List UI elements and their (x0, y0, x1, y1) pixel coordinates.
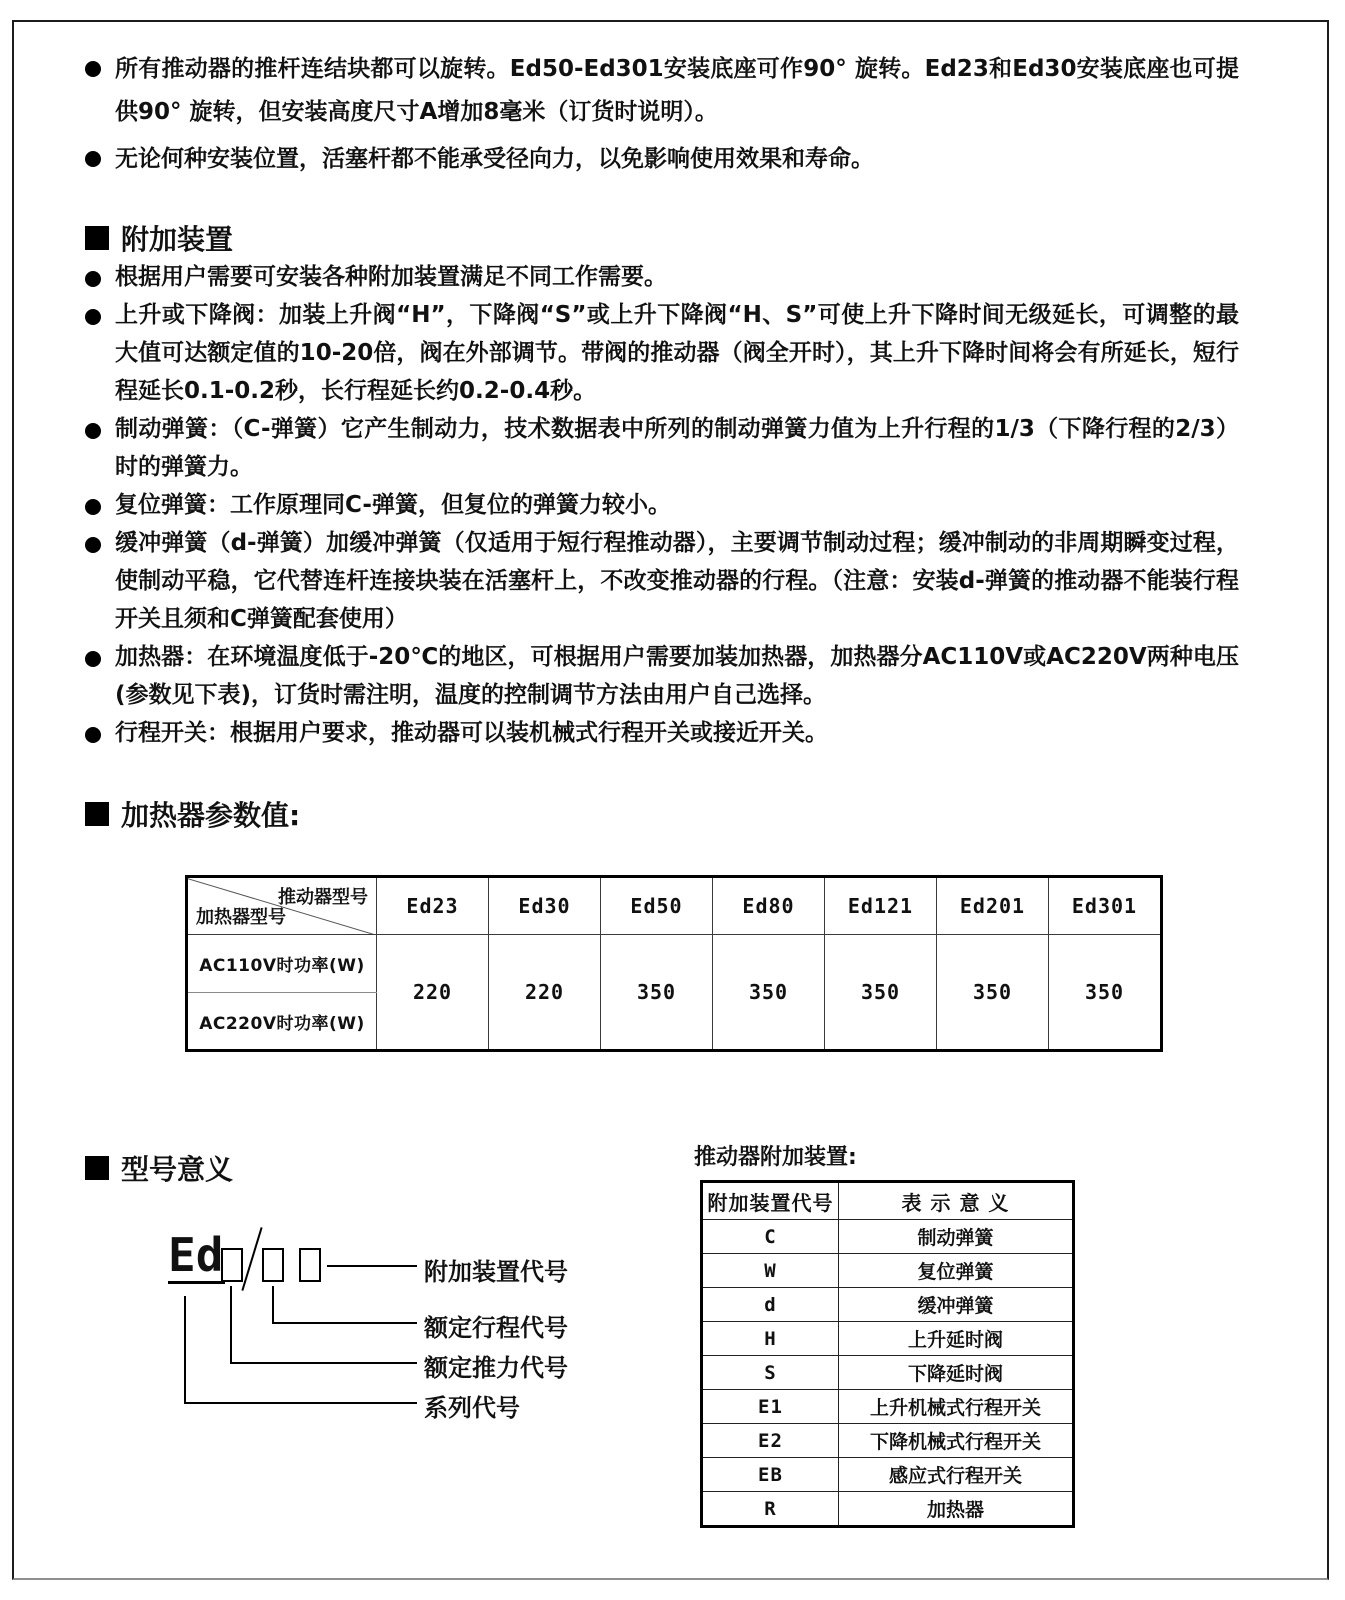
bottom-section (0, 1100, 1345, 1570)
connector-line-attachment (327, 1265, 417, 1267)
attachment-table-row (702, 1458, 1074, 1492)
attachment-code-cell: W (702, 1254, 839, 1288)
attachment-meaning-cell: 感应式行程开关 (839, 1458, 1074, 1492)
attachment-table-title: 推动器附加装置: (694, 1145, 857, 1170)
bullet-icon (85, 727, 101, 743)
connector-line-stroke-v (272, 1286, 274, 1324)
connector-line-stroke-h (272, 1322, 417, 1324)
attachment-meaning-cell: 加热器 (839, 1492, 1074, 1527)
bullet-icon (85, 423, 101, 439)
model-header-cell: Ed80 (713, 877, 825, 935)
attachment-table-row (702, 1220, 1074, 1254)
section-title-model-meaning (85, 1148, 233, 1188)
label-series-code: 系列代号 (424, 1394, 520, 1422)
bullet-text: 行程开关：根据用户要求，推动器可以装机械式行程开关或接近开关。 (115, 720, 828, 746)
attachment-table-row (702, 1356, 1074, 1390)
power-value-cell: 350 (601, 935, 713, 1051)
bullet-text: 复位弹簧：工作原理同C-弹簧，但复位的弹簧力较小。 (115, 492, 671, 518)
bullet-text: 无论何种安装位置，活塞杆都不能承受径向力，以免影响使用效果和寿命。 (115, 146, 874, 172)
bullet-text: 上升或下降阀：加装上升阀“H”，下降阀“S”或上升下降阀“H、S”可使上升下降时间无级延长，可调整的最大值可达额定值的10-20倍，阀在外部调节。带阀的推动器（阀全开时），其上升下降时间将会有所延长，短行程延长0.1-0.2秒，长行程延长约0.2-0.4秒。 (115, 302, 1239, 404)
bullet-item (85, 258, 1239, 296)
attachment-table-row (702, 1322, 1074, 1356)
bullet-text: 缓冲弹簧（d-弹簧）加缓冲弹簧（仅适用于短行程推动器），主要调节制动过程；缓冲制动的非周期瞬变过程，使制动平稳，它代替连杆连接块装在活塞杆上，不改变推动器的行程。（注意：安装d-弹簧的推动器不能装行程开关且须和C弹簧配套使用） (115, 530, 1239, 632)
label-thrust-code: 额定推力代号 (424, 1354, 568, 1382)
bullet-text: 制动弹簧：（C-弹簧）它产生制动力，技术数据表中所列的制动弹簧力值为上升行程的1/3（下降行程的2/3）时的弹簧力。 (115, 416, 1239, 480)
header-code: 附加装置代号 (702, 1182, 839, 1220)
heater-table-header-row (187, 877, 1162, 935)
attachment-table-row (702, 1254, 1074, 1288)
attachments-bullet-list (85, 258, 1239, 752)
row-label-ac220: AC220V时功率(W) (187, 993, 377, 1051)
power-value-cell: 350 (713, 935, 825, 1051)
attachment-meaning-cell: 下降延时阀 (839, 1356, 1074, 1390)
attachment-meaning-cell: 上升机械式行程开关 (839, 1390, 1074, 1424)
bullet-item (85, 296, 1239, 410)
label-attachment-code: 附加装置代号 (424, 1258, 568, 1286)
section-title-text: 加热器参数值: (121, 799, 301, 832)
model-box-thrust (221, 1248, 243, 1282)
bullet-icon (85, 151, 101, 167)
bullet-item (85, 714, 1239, 752)
bullet-icon (85, 61, 101, 77)
attachment-table-row (702, 1288, 1074, 1322)
attachment-table-row (702, 1424, 1074, 1458)
bullet-text: 所有推动器的推杆连结块都可以旋转。Ed50-Ed301安装底座可作90° 旋转。Ed23和Ed30安装底座也可提供90° 旋转，但安装高度尺寸A增加8毫米（订货时说明）。 (115, 56, 1239, 125)
attachment-table-body (702, 1182, 1074, 1527)
slash-divider (241, 1227, 262, 1291)
square-bullet-icon (85, 802, 109, 826)
section-title-text: 型号意义 (121, 1153, 234, 1186)
bullet-item (85, 138, 1239, 181)
attachment-code-cell: E2 (702, 1424, 839, 1458)
connector-line-thrust-v (230, 1286, 232, 1364)
bullet-text: 加热器：在环境温度低于-20℃的地区，可根据用户需要加装加热器，加热器分AC110V或AC220V两种电压(参数见下表)，订货时需注明，温度的控制调节方法由用户自己选择。 (115, 644, 1239, 708)
attachment-code-cell: C (702, 1220, 839, 1254)
attachment-code-cell: H (702, 1322, 839, 1356)
attachment-code-cell: E1 (702, 1390, 839, 1424)
square-bullet-icon (85, 226, 109, 250)
attachment-code-cell: S (702, 1356, 839, 1390)
label-stroke-code: 额定行程代号 (424, 1314, 568, 1342)
model-box-attachment (299, 1248, 321, 1282)
bullet-item (85, 410, 1239, 486)
heater-table (185, 875, 1163, 1052)
attachment-meaning-cell: 复位弹簧 (839, 1254, 1074, 1288)
model-header-cell: Ed201 (937, 877, 1049, 935)
power-value-cell: 220 (489, 935, 601, 1051)
attachment-table-row (702, 1390, 1074, 1424)
attachment-code-cell: R (702, 1492, 839, 1527)
bullet-item (85, 486, 1239, 524)
power-value-cell: 350 (937, 935, 1049, 1051)
intro-bullet-list (85, 48, 1239, 185)
model-box-stroke (262, 1248, 284, 1282)
connector-line-series-h (184, 1402, 417, 1404)
heater-table-row-ac110 (187, 935, 1162, 993)
connector-line-series-v (184, 1296, 186, 1404)
attachment-meaning-cell: 下降机械式行程开关 (839, 1424, 1074, 1458)
header-meaning: 表 示 意 义 (839, 1182, 1074, 1220)
corner-label-heater-model: 加热器型号 (196, 907, 286, 928)
bullet-icon (85, 651, 101, 667)
model-header-cell: Ed30 (489, 877, 601, 935)
bullet-item (85, 638, 1239, 714)
attachment-meaning-cell: 上升延时阀 (839, 1322, 1074, 1356)
connector-line-thrust-h (230, 1362, 417, 1364)
section-title-text: 附加装置 (121, 223, 234, 256)
bullet-item (85, 48, 1239, 134)
model-header-cell: Ed50 (601, 877, 713, 935)
section-title-heater-params (85, 794, 300, 834)
bullet-icon (85, 271, 101, 287)
model-series-prefix: Ed (168, 1228, 224, 1282)
power-value-cell: 350 (1049, 935, 1162, 1051)
heater-table-corner-cell (187, 877, 377, 935)
power-value-cell: 350 (825, 935, 937, 1051)
power-value-cell: 220 (377, 935, 489, 1051)
attachment-table-header-row (702, 1182, 1074, 1220)
attachment-table-row (702, 1492, 1074, 1527)
bullet-icon (85, 537, 101, 553)
square-bullet-icon (85, 1156, 109, 1180)
model-header-cell: Ed23 (377, 877, 489, 935)
attachment-table (700, 1180, 1075, 1528)
section-title-attachments (85, 218, 233, 258)
attachment-meaning-cell: 制动弹簧 (839, 1220, 1074, 1254)
model-header-cell: Ed301 (1049, 877, 1162, 935)
attachment-meaning-cell: 缓冲弹簧 (839, 1288, 1074, 1322)
row-label-ac110: AC110V时功率(W) (187, 935, 377, 993)
bullet-icon (85, 309, 101, 325)
bullet-icon (85, 499, 101, 515)
corner-label-actuator-model: 推动器型号 (278, 887, 368, 908)
bullet-item (85, 524, 1239, 638)
attachment-code-cell: d (702, 1288, 839, 1322)
model-header-cell: Ed121 (825, 877, 937, 935)
bullet-text: 根据用户需要可安装各种附加装置满足不同工作需要。 (115, 264, 667, 290)
attachment-code-cell: EB (702, 1458, 839, 1492)
